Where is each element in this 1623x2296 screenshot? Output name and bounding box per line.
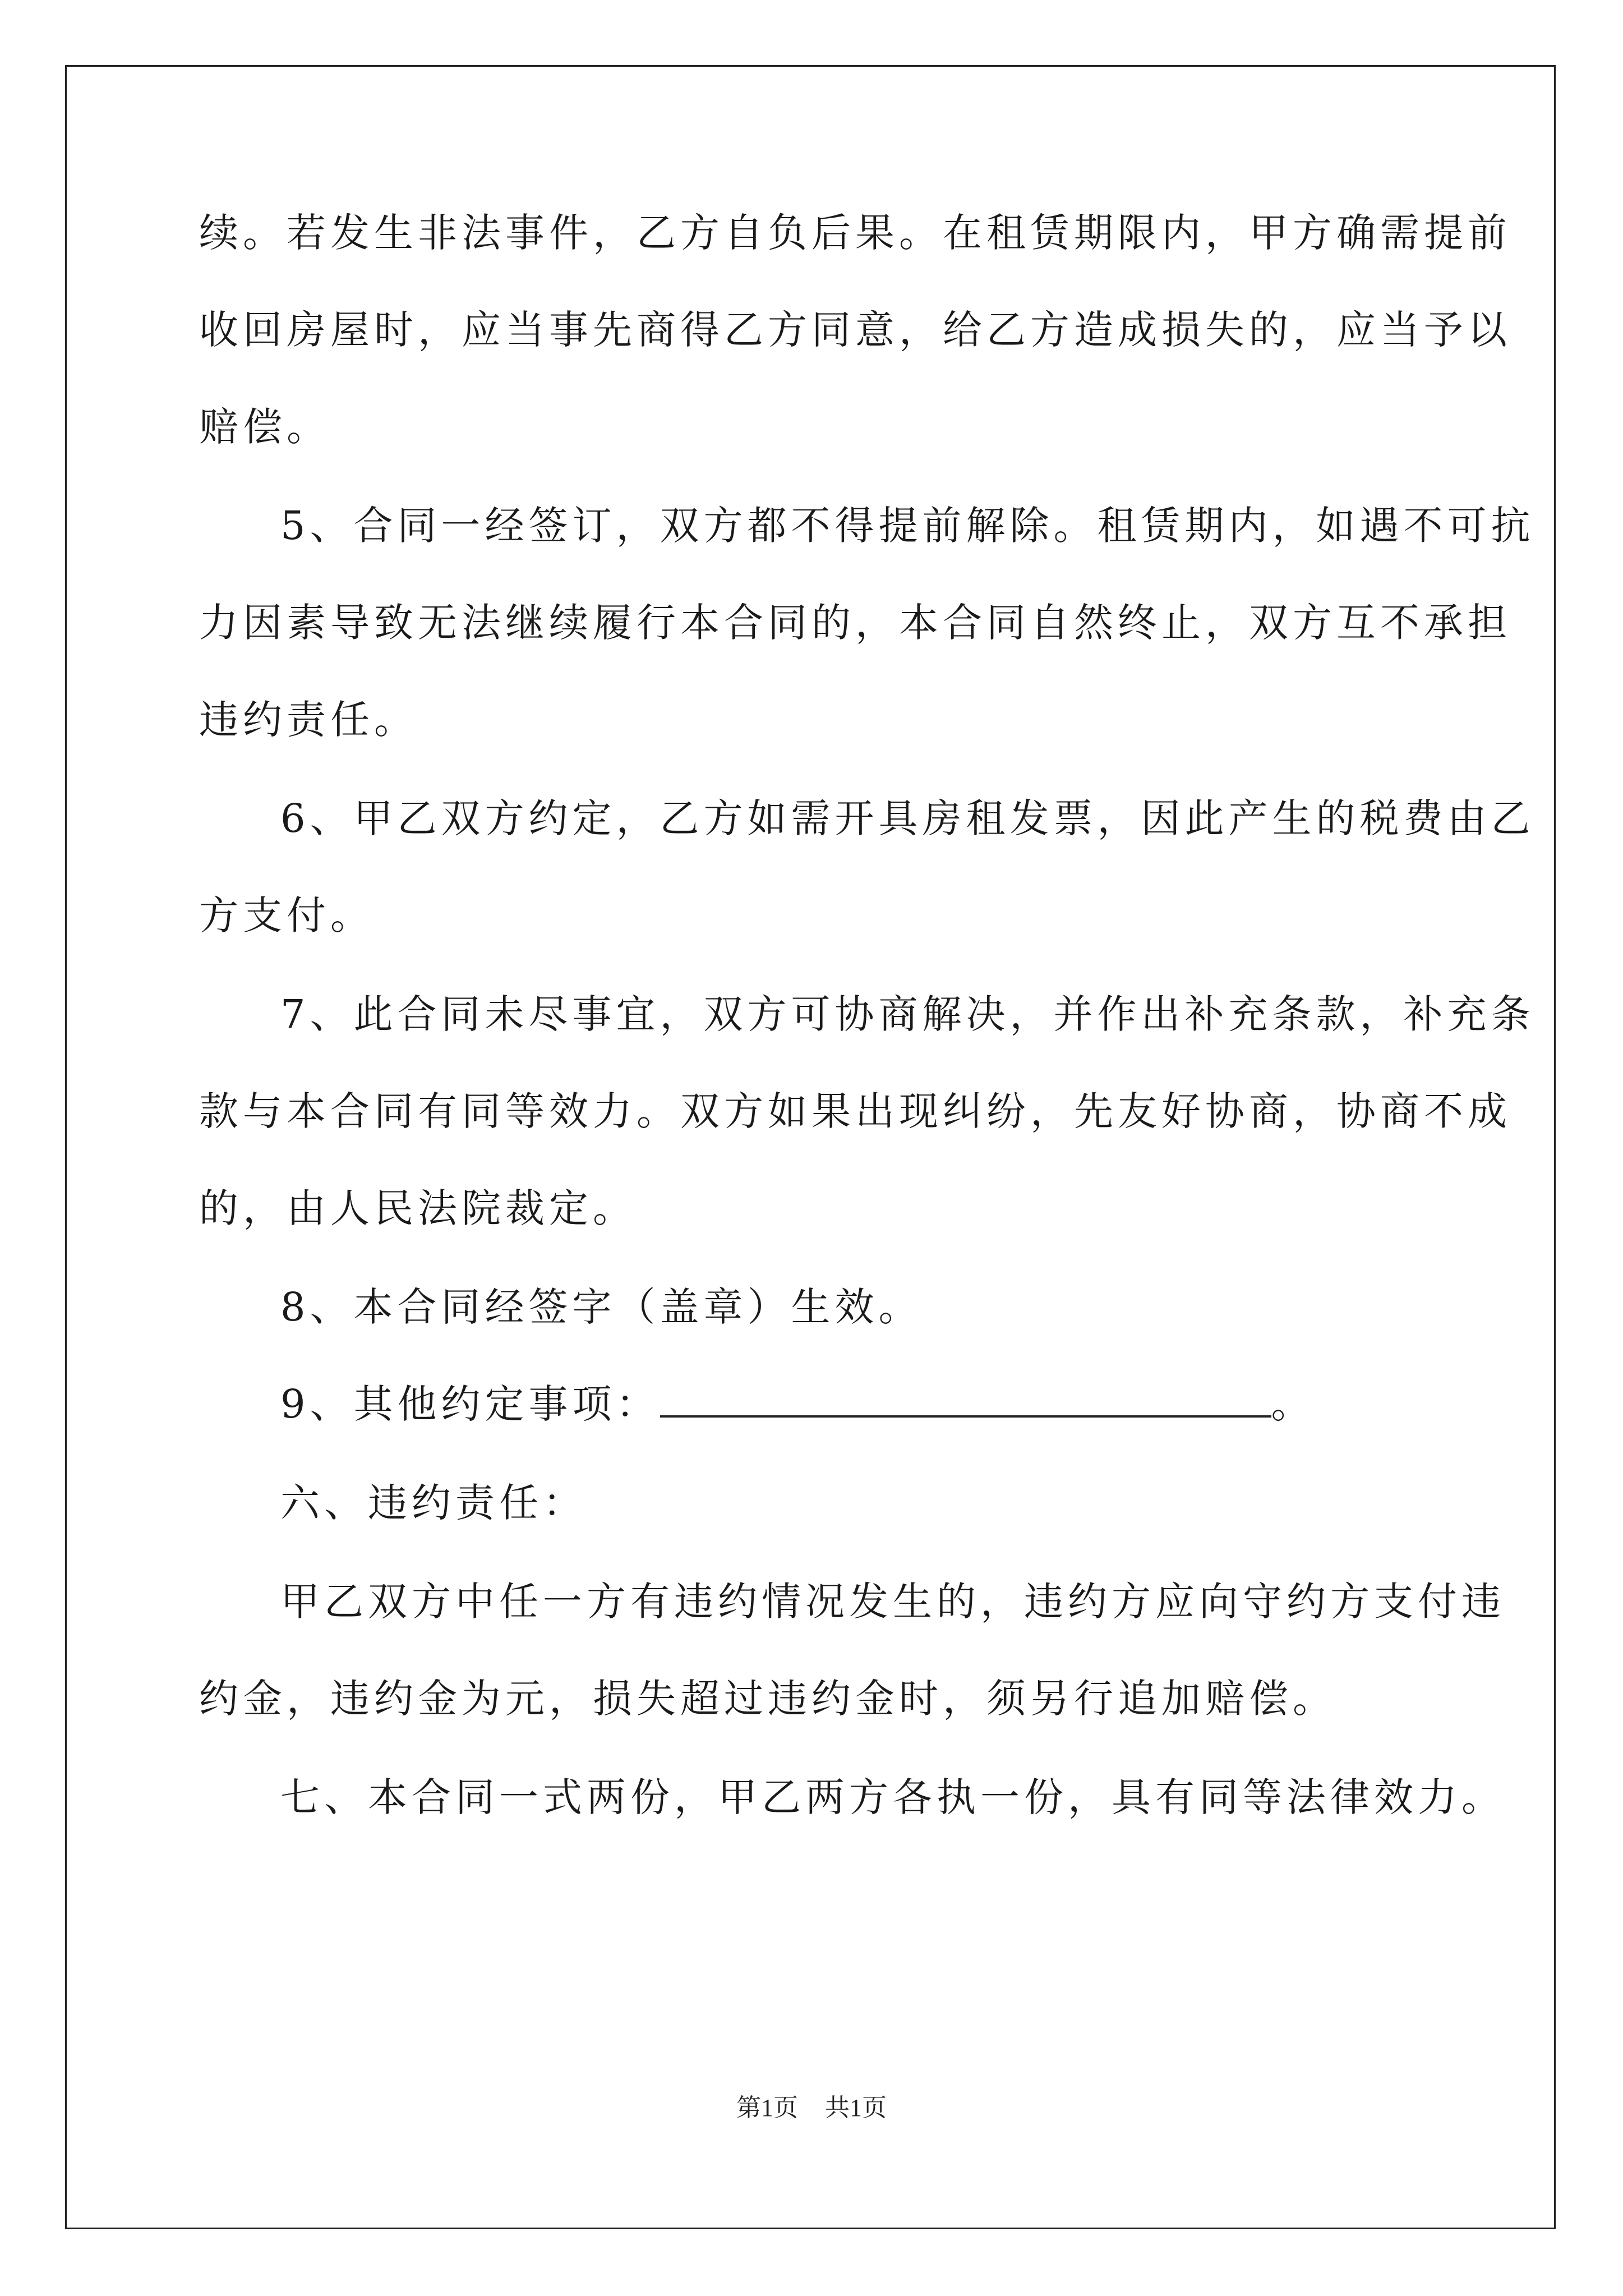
page-number: 第1页	[736, 2094, 798, 2122]
section-6-heading: 六、违约责任：	[280, 1480, 587, 1526]
text-line: 违约责任。	[199, 697, 418, 743]
breach-line: 甲乙双方中任一方有违约情况发生的，违约方应向守约方支付违	[280, 1579, 1505, 1625]
text-line: 款与本合同有同等效力。双方如果出现纠纷，先友好协商，协商不成	[199, 1088, 1511, 1134]
page-total: 共1页	[825, 2094, 887, 2122]
clause-9-end: 。	[1271, 1381, 1315, 1427]
page-footer	[0, 2091, 1623, 2125]
clause-5-line: 5、合同一经签订，双方都不得提前解除。租赁期内，如遇不可抗	[280, 503, 1535, 549]
clause-9-label: 9、其他约定事项：	[280, 1381, 660, 1427]
clause-9-line	[280, 1379, 1315, 1429]
text-line: 续。若发生非法事件，乙方自负后果。在租赁期限内，甲方确需提前	[199, 210, 1511, 256]
clause-7-line: 7、此合同未尽事宜，双方可协商解决，并作出补充条款，补充条	[280, 991, 1535, 1037]
text-line: 力因素导致无法继续履行本合同的，本合同自然终止，双方互不承担	[199, 600, 1511, 646]
text-line: 的，由人民法院裁定。	[199, 1185, 637, 1231]
text-line: 方支付。	[199, 892, 374, 938]
text-line: 收回房屋时，应当事先商得乙方同意，给乙方造成损失的，应当予以	[199, 307, 1511, 353]
clause-8-line: 8、本合同经签字（盖章）生效。	[280, 1284, 923, 1330]
clause-6-line: 6、甲乙双方约定，乙方如需开具房租发票，因此产生的税费由乙	[280, 795, 1535, 841]
text-line: 约金，违约金为元，损失超过违约金时，须另行追加赔偿。	[199, 1676, 1336, 1722]
fill-in-blank	[660, 1381, 1271, 1418]
page-border	[65, 65, 1556, 2229]
text-line: 赔偿。	[199, 404, 330, 450]
section-7-line: 七、本合同一式两份，甲乙两方各执一份，具有同等法律效力。	[280, 1774, 1505, 1820]
